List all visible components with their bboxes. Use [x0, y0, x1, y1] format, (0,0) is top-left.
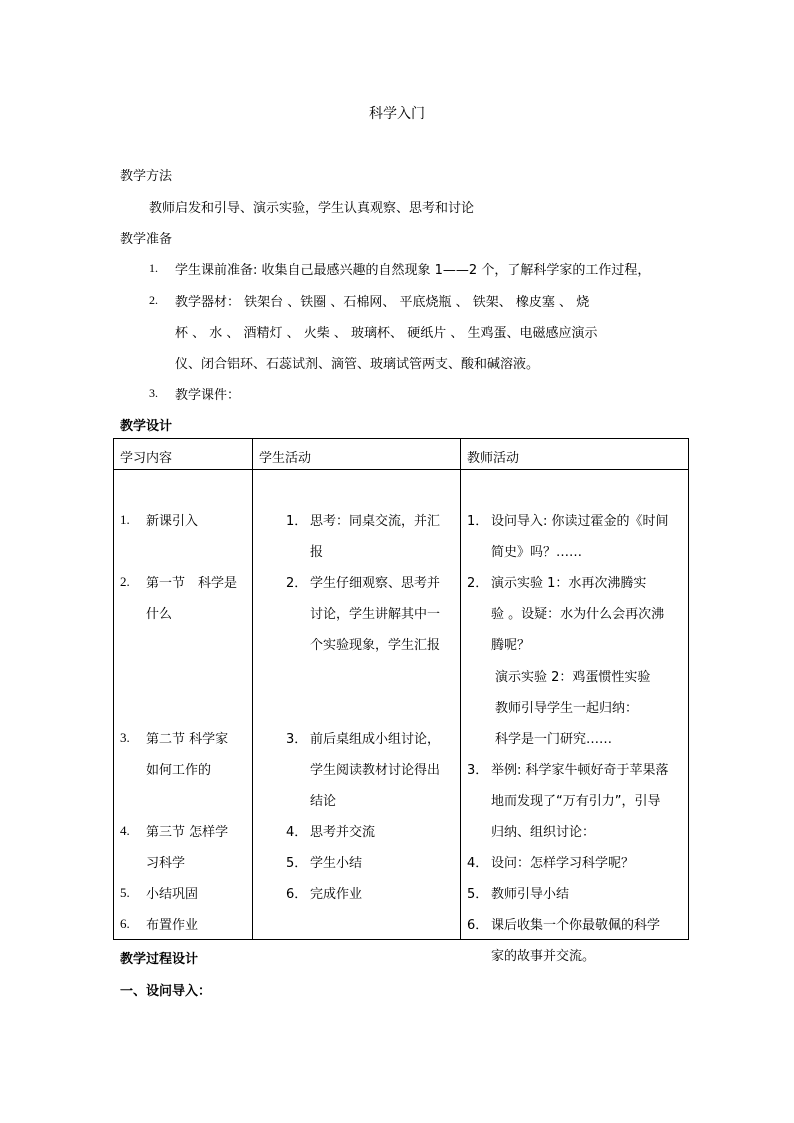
teacher-text: 简史》吗？……: [491, 545, 583, 560]
content-text: 布置作业: [146, 918, 199, 933]
document-title: 科学入门: [369, 106, 425, 122]
student-number: 4．: [286, 825, 308, 840]
student-text: 讨论，学生讲解其中一: [310, 607, 441, 622]
header-content: 学习内容: [114, 439, 253, 470]
student-text: 学生仔细观察、思考并: [310, 576, 441, 591]
prep-item-number: 2.: [149, 293, 158, 307]
content-number: 3.: [120, 730, 130, 745]
teacher-number: 5．: [467, 887, 489, 902]
methods-heading: 教学方法: [120, 169, 173, 184]
design-heading: 教学设计: [120, 419, 173, 434]
table-header-row: [114, 439, 689, 470]
content-number: 6.: [120, 916, 130, 931]
content-text: 什么: [146, 607, 173, 622]
prep-item-text: 杯 、 水 、 酒精灯 、 火柴 、 玻璃杯、 硬纸片 、 生鸡蛋、电磁感应演示: [175, 326, 598, 341]
teacher-text: 设问：怎样学习科学呢？: [491, 856, 635, 871]
content-number: 4.: [120, 823, 130, 838]
prep-item-text: 仪、闭合铝环、石蕊试剂、滴管、玻璃试管两支、酸和碱溶液。: [175, 357, 540, 372]
content-text: 小结巩固: [146, 887, 199, 902]
teacher-text: 设问导入: 你读过霍金的《时间: [491, 514, 669, 529]
table-body-row: [114, 470, 689, 940]
content-text: 第一节 科学是: [146, 576, 238, 591]
student-text: 个实验现象，学生汇报: [310, 638, 441, 653]
methods-text: 教师启发和引导、演示实验，学生认真观察、思考和讨论: [149, 201, 475, 216]
student-text: 思考并交流: [310, 825, 376, 840]
content-text: 第二节 科学家: [146, 732, 229, 747]
student-text: 思考：同桌交流，并汇: [310, 514, 441, 529]
teacher-text: 科学是一门研究……: [495, 732, 613, 747]
student-text: 学生小结: [310, 856, 363, 871]
teacher-text: 教师引导小结: [491, 887, 570, 902]
prep-item-number: 1.: [149, 261, 158, 275]
student-text: 完成作业: [310, 887, 363, 902]
header-student: 学生活动: [253, 439, 461, 470]
content-text: 如何工作的: [146, 763, 212, 778]
content-column: [114, 470, 253, 940]
teacher-number: 3．: [467, 763, 489, 778]
teacher-text: 演示实验 2：鸡蛋惯性实验: [495, 670, 651, 685]
content-text: 第三节 怎样学: [146, 825, 229, 840]
student-number: 1．: [286, 514, 308, 529]
teacher-text: 课后收集一个你最敬佩的科学: [491, 918, 661, 933]
teacher-text: 家的故事并交流。: [491, 949, 596, 964]
prep-item-text: 教学器材： 铁架台 、铁圈 、石棉网、 平底烧瓶 、 铁架、 橡皮塞 、 烧: [175, 295, 590, 310]
teacher-text: 地而发现了“万有引力”，引导: [491, 794, 661, 809]
student-number: 3．: [286, 732, 308, 747]
prep-item-text: 学生课前准备: 收集自己最感兴趣的自然现象 1——2 个，了解科学家的工作过程，: [175, 263, 651, 278]
process-subheading: 一、设问导入：: [120, 984, 212, 999]
teacher-text: 验 。设疑：水为什么会再次沸: [491, 607, 665, 622]
content-number: 2.: [120, 574, 130, 589]
teacher-number: 6．: [467, 918, 489, 933]
teacher-text: 归纳、组织讨论：: [491, 825, 596, 840]
student-text: 报: [310, 545, 324, 560]
student-text: 学生阅读教材讨论得出: [310, 763, 441, 778]
header-teacher: 教师活动: [461, 439, 689, 470]
content-text: 习科学: [146, 856, 186, 871]
student-number: 5．: [286, 856, 308, 871]
student-text: 结论: [310, 794, 337, 809]
teacher-column: [461, 470, 689, 964]
teacher-text: 演示实验 1：水再次沸腾实: [491, 576, 647, 591]
preparation-heading: 教学准备: [120, 232, 173, 247]
teacher-text: 举例: 科学家牛顿好奇于苹果落: [491, 763, 669, 778]
prep-item-text: 教学课件：: [175, 388, 241, 403]
student-column: [253, 470, 461, 940]
student-number: 2．: [286, 576, 308, 591]
content-number: 5.: [120, 885, 130, 900]
prep-item-number: 3.: [149, 386, 158, 400]
content-number: 1.: [120, 512, 130, 527]
teacher-number: 2．: [467, 576, 489, 591]
teacher-number: 1．: [467, 514, 489, 529]
teacher-text: 腾呢？: [491, 638, 531, 653]
student-number: 6．: [286, 887, 308, 902]
teacher-text: 教师引导学生一起归纳：: [495, 701, 639, 716]
process-heading: 教学过程设计: [120, 952, 199, 967]
student-text: 前后桌组成小组讨论，: [310, 732, 441, 747]
teacher-number: 4．: [467, 856, 489, 871]
content-text: 新课引入: [146, 514, 199, 529]
